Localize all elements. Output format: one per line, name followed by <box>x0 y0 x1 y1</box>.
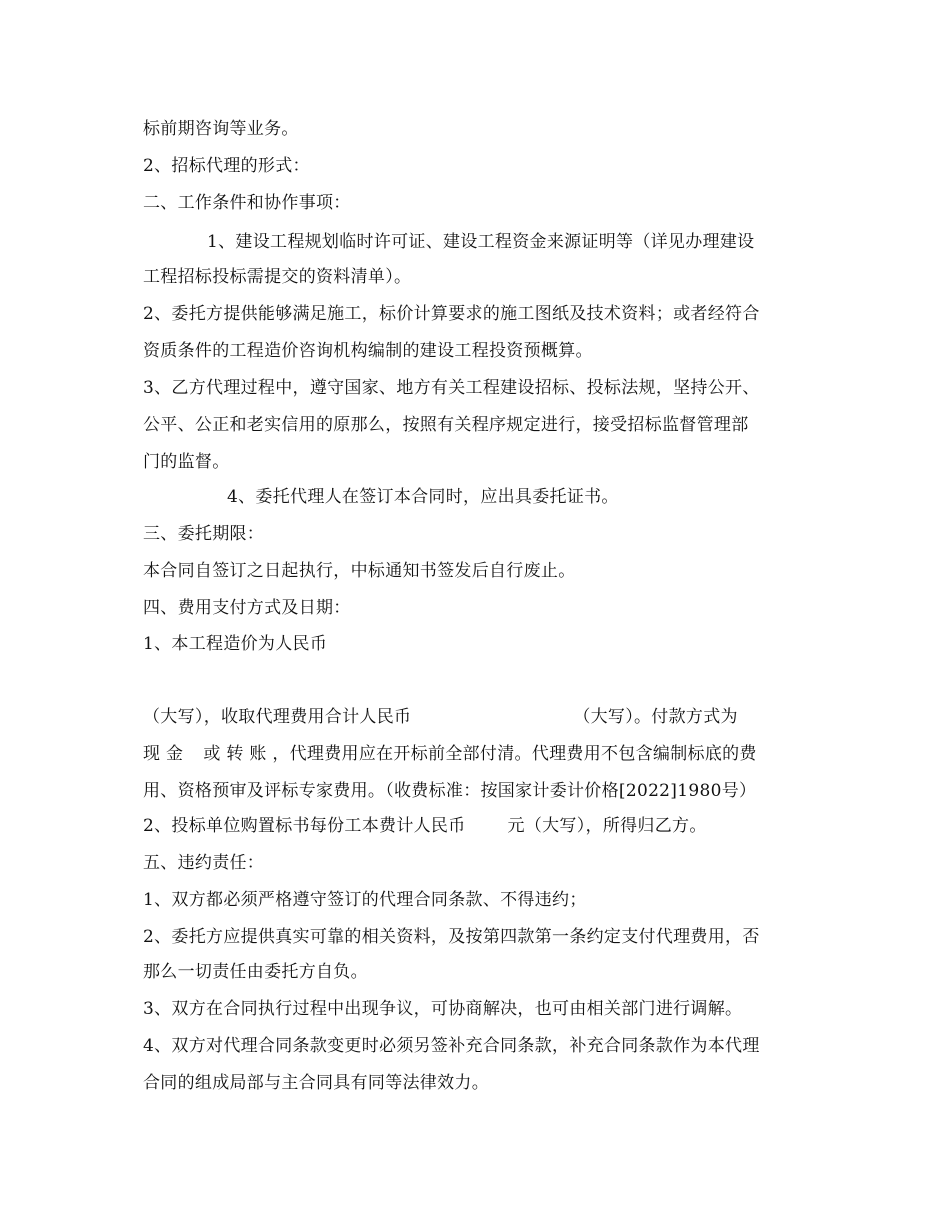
text-line: 1、建设工程规划临时许可证、建设工程资金来源证明等（详见办理建设 <box>207 232 755 252</box>
text-line: 本合同自签订之日起执行，中标通知书签发后自行废止。 <box>143 561 576 581</box>
pay-method-rest: 或 转 账 ，代理费用应在开标前全部付清。代理费用不包含编制标底的费 <box>203 744 757 764</box>
text-line: 2、委托方应提供真实可靠的相关资料，及按第四款第一条约定支付代理费用，否 <box>143 927 760 947</box>
text-line: 2、招标代理的形式： <box>143 156 310 176</box>
text-line: 2、委托方提供能够满足施工，标价计算要求的施工图纸及技术资料；或者经符合 <box>143 304 760 324</box>
text-line: 用、资格预审及评标专家费用。（收费标准：按国家计委计价格[2022]1980号） <box>143 781 757 801</box>
text-line: 1、本工程造价为人民币 <box>143 634 328 654</box>
payment-method-line <box>143 743 757 765</box>
text-line: 4、委托代理人在签订本合同时，应出具委托证书。 <box>227 487 619 507</box>
text-line: 资质条件的工程造价咨询机构编制的建设工程投资预概算。 <box>143 341 593 361</box>
text-line: 3、双方在合同执行过程中出现争议，可协商解决，也可由相关部门进行调解。 <box>143 999 743 1019</box>
text-line: 3、乙方代理过程中，遵守国家、地方有关工程建设招标、投标法规，坚持公开、 <box>143 378 760 398</box>
text-line: 标前期咨询等业务。 <box>143 119 299 139</box>
section-heading: 三、委托期限： <box>143 524 265 544</box>
text-line: 门的监督。 <box>143 452 230 472</box>
section-heading: 五、违约责任： <box>143 853 265 873</box>
text-line: 公平、公正和老实信用的原那么，按照有关程序规定进行，接受招标监督管理部 <box>143 415 749 435</box>
tender-fee-text-b: 元（大写），所得归乙方。 <box>507 816 707 836</box>
fee-text-b: （大写）。付款方式为 <box>573 707 738 727</box>
text-line: 1、双方都必须严格遵守签订的代理合同条款、不得违约； <box>143 890 587 910</box>
fee-line <box>143 706 738 728</box>
tender-fee-text-a: 2、投标单位购置标书每份工本费计人民币 <box>143 816 466 836</box>
text-line: 工程招标投标需提交的资料清单）。 <box>143 267 412 287</box>
text-line: 4、双方对代理合同条款变更时必须另签补充合同条款，补充合同条款作为本代理 <box>143 1036 760 1056</box>
pay-method-cash: 现 金 <box>143 744 184 764</box>
fee-text-a: （大写），收取代理费用合计人民币 <box>143 707 412 727</box>
tender-fee-line <box>143 815 707 837</box>
section-heading: 二、工作条件和协作事项： <box>143 193 351 213</box>
text-line: 合同的组成局部与主合同具有同等法律效力。 <box>143 1073 489 1093</box>
text-line: 那么一切责任由委托方自负。 <box>143 962 368 982</box>
section-heading: 四、费用支付方式及日期： <box>143 598 351 618</box>
